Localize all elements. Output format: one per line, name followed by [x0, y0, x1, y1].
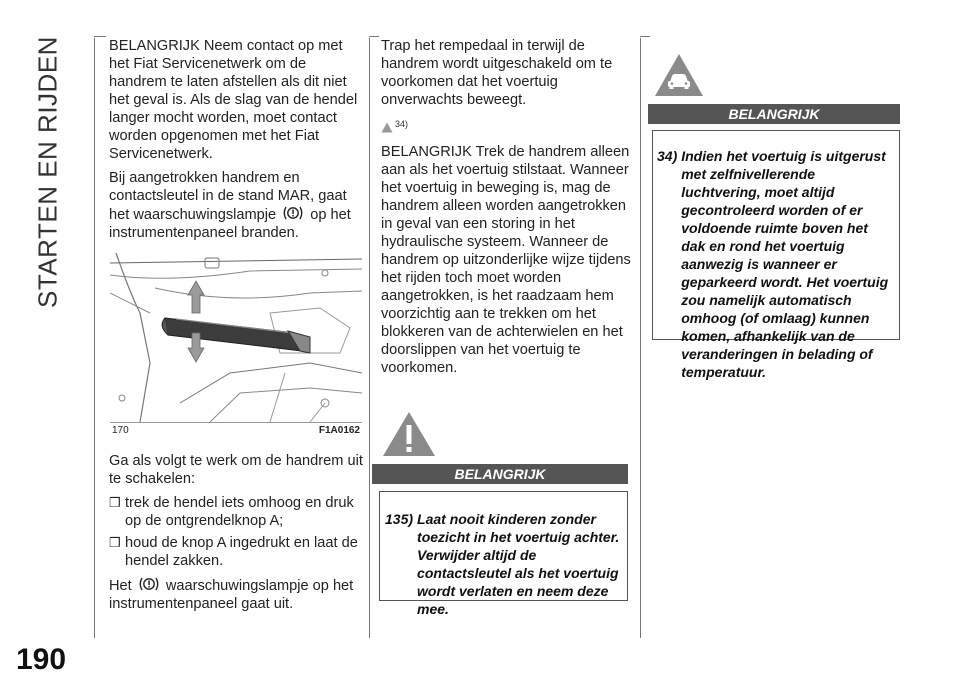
- page-number: 190: [16, 643, 67, 676]
- bullet-box-icon: ❒: [109, 495, 121, 510]
- paragraph-text: Bij aangetrokken handrem en contactsleutel in de stand MAR, gaat het waarschuwingslampje: [109, 170, 347, 223]
- paragraph: Trap het rempedaal in terwijl de handrem wordt uitgeschakeld om te voorkomen dat het voertuig onverwachts beweegt.: [381, 38, 613, 108]
- column-divider: [94, 38, 95, 638]
- warning-note: [385, 510, 621, 618]
- paragraph-text: op het instrumentenpaneel branden.: [109, 207, 351, 241]
- reference-number: 34): [395, 119, 409, 129]
- list-item: [109, 534, 364, 570]
- car-warning-icon: [653, 52, 705, 98]
- brake-warning-icon: [282, 205, 304, 221]
- paragraph: Ga als volgt te werk om de handrem uit te schakelen:: [109, 453, 363, 487]
- figure-number: 170: [112, 425, 129, 436]
- column-tick: [640, 36, 650, 37]
- warning-heading-bar: BELANGRIJK: [372, 464, 628, 484]
- warning-box: [379, 491, 628, 617]
- reference-marker: [381, 115, 631, 133]
- column-divider: [640, 38, 641, 638]
- brake-warning-icon: [138, 576, 160, 592]
- middle-column: [381, 37, 631, 383]
- left-column: [109, 37, 364, 248]
- paragraph: [109, 169, 364, 242]
- warning-note-number: 34): [657, 148, 678, 164]
- column-divider: [369, 38, 370, 638]
- bullet-box-icon: ❒: [109, 535, 121, 550]
- warning-note-text: Indien het voertuig is uitgerust met zelfnivellerende luchtvering, moet altijd gecontroleerd worden of er voldoende ruimte boven het dak en rond het voertuig aanwezig is wanneer er geparkeerd wordt. Het voertuig zou namelijk automatisch omhoog (of omlaag) kunnen komen, afhankelijk van de veranderingen in belading of temperatuur.: [681, 148, 889, 380]
- warning-box: [652, 130, 900, 380]
- figure-caption: [110, 422, 362, 438]
- warning-triangle-icon: [381, 122, 393, 133]
- section-title-text: STARTEN EN RIJDEN: [32, 36, 63, 308]
- paragraph: BELANGRIJK Trek de handrem alleen aan als het voertuig stilstaat. Wanneer het voertuig in beweging is, mag de handrem alleen worden aangetrokken in geval van een storing in het hydraulische systeem. Wanneer de handrem op uitzonderlijke wijze tijdens het rijden toch moet worden aangetrokken, is het raadzaam hem voorzichtig aan te trekken om het blokkeren van de achterwielen en het doorslippen van het voertuig te voorkomen.: [381, 144, 631, 376]
- column-tick: [369, 36, 379, 37]
- warning-note-text: Laat nooit kinderen zonder toezicht in het voertuig achter. Verwijder altijd de contactsleutel als het voertuig wordt verlaten en neem deze mee.: [417, 511, 620, 617]
- paragraph: [109, 576, 364, 613]
- warning-note-number: 135): [385, 511, 414, 527]
- list-item-text: houd de knop A ingedrukt en laat de hendel zakken.: [125, 535, 358, 569]
- left-column-lower: [109, 452, 364, 619]
- paragraph-text: Het: [109, 578, 132, 594]
- figure-code: F1A0162: [318, 425, 360, 436]
- paragraph-text: waarschuwingslampje op het instrumentenpaneel gaat uit.: [109, 578, 354, 612]
- warning-note: [657, 147, 895, 381]
- list-item: [109, 494, 364, 530]
- list-item-text: trek de hendel iets omhoog en druk op de ontgrendelknop A;: [125, 495, 354, 529]
- handbrake-figure: [110, 253, 362, 438]
- warning-triangle-icon: [381, 410, 437, 458]
- paragraph: BELANGRIJK Neem contact op met het Fiat Servicenetwerk om de handrem te laten afstellen als dit niet het geval is. Als de slag van de hendel langer mocht worden, moet contact worden opgenomen met het Fiat Servicenetwerk.: [109, 38, 358, 162]
- handbrake-illustration: [110, 253, 362, 422]
- section-title-vertical: [18, 36, 78, 308]
- column-tick: [94, 36, 106, 37]
- warning-heading-bar: BELANGRIJK: [648, 104, 900, 124]
